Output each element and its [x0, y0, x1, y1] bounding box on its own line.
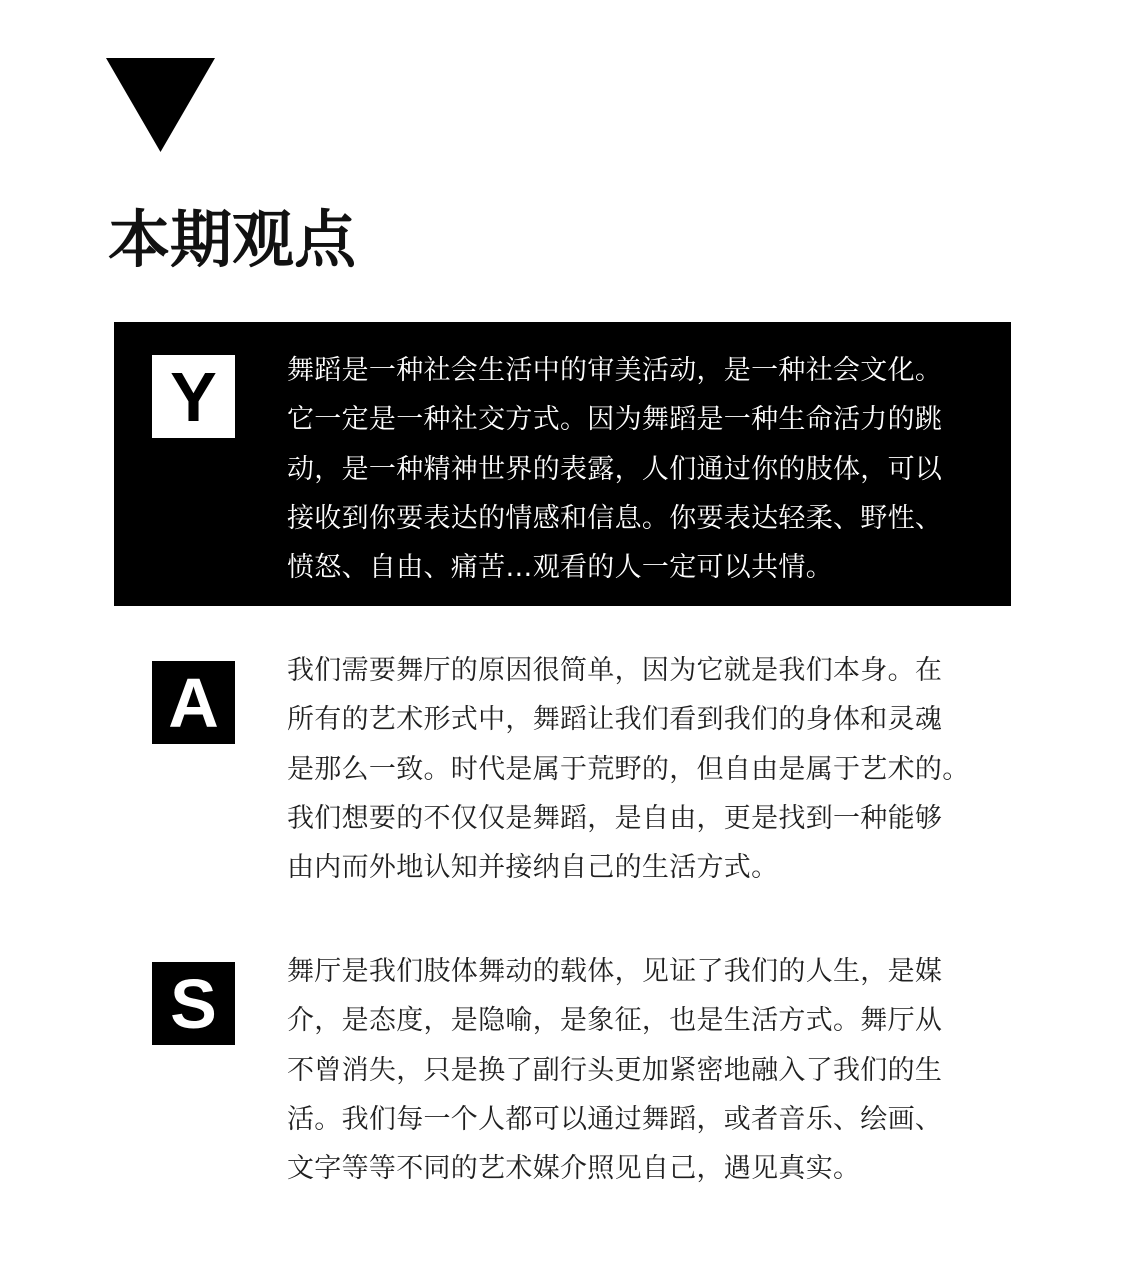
- section-letter-badge: A: [152, 661, 235, 744]
- section-paragraph: [287, 346, 942, 592]
- paragraph-line: 它一定是一种社交方式。因为舞蹈是一种生命活力的跳: [287, 404, 943, 436]
- paragraph-line: 愤怒、自由、痛苦…观看的人一定可以共情。: [287, 552, 833, 584]
- viewpoint-block-s: [114, 929, 1011, 1213]
- paragraph-line: 舞厅是我们肢体舞动的载体，见证了我们的人生，是媒: [287, 956, 943, 987]
- paragraph-line: 介，是态度，是隐喻，是象征，也是生活方式。舞厅从: [287, 1005, 943, 1037]
- paragraph-line: 所有的艺术形式中，舞蹈让我们看到我们的身体和灵魂: [287, 704, 943, 736]
- viewpoint-block-y: [114, 322, 1011, 606]
- viewpoint-block-a: [114, 628, 1011, 912]
- paragraph-line: 舞蹈是一种社会生活中的审美活动，是一种社会文化。: [287, 355, 943, 386]
- section-paragraph: [287, 646, 970, 892]
- paragraph-line: 动，是一种精神世界的表露，人们通过你的肢体，可以: [287, 453, 943, 485]
- paragraph-line: 活。我们每一个人都可以通过舞蹈，或者音乐、绘画、: [287, 1103, 943, 1135]
- paragraph-line: 我们想要的不仅仅是舞蹈，是自由，更是找到一种能够: [287, 802, 943, 834]
- paragraph-line: 不曾消失，只是换了副行头更加紧密地融入了我们的生: [287, 1054, 943, 1086]
- section-paragraph: [287, 947, 942, 1193]
- down-triangle-icon: [106, 58, 215, 153]
- paragraph-line: 我们需要舞厅的原因很简单，因为它就是我们本身。在: [287, 655, 943, 686]
- paragraph-line: 文字等等不同的艺术媒介照见自己，遇见真实。: [287, 1153, 861, 1185]
- paragraph-line: 由内而外地认知并接纳自己的生活方式。: [287, 852, 779, 884]
- section-letter-badge: Y: [152, 355, 235, 438]
- paragraph-line: 是那么一致。时代是属于荒野的，但自由是属于艺术的。: [287, 753, 970, 785]
- paragraph-line: 接收到你要表达的情感和信息。你要表达轻柔、野性、: [287, 502, 943, 534]
- page-title: 本期观点: [108, 203, 357, 276]
- section-letter-badge: S: [152, 962, 235, 1045]
